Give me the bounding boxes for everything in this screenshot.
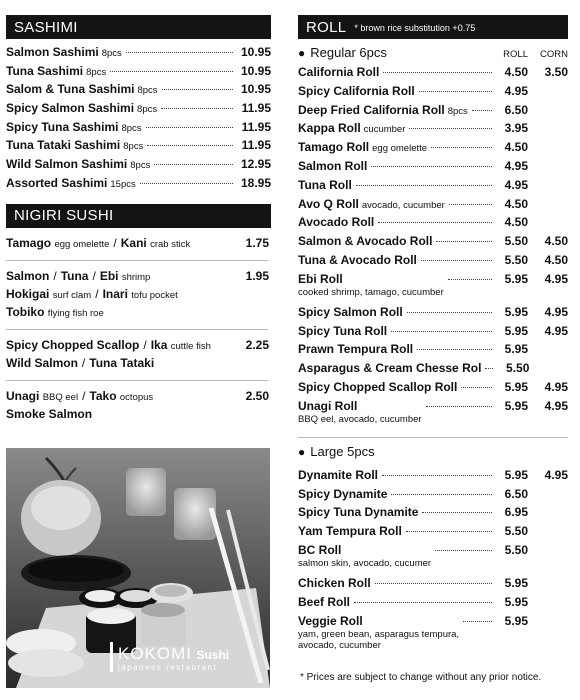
roll-name: Kappa Roll xyxy=(298,121,361,136)
nigiri-name: Tuna Tataki xyxy=(89,355,155,370)
roll-name-wrap xyxy=(298,103,468,117)
item-price: 10.95 xyxy=(240,63,271,78)
roll-name: BC Roll xyxy=(298,542,342,557)
roll-name: Dynamite Roll xyxy=(298,467,379,482)
roll-name: Spicy Salmon Roll xyxy=(298,304,403,319)
roll-desc: salmon skin, avocado, cucumer xyxy=(298,557,432,569)
item-note: 8pcs xyxy=(137,85,158,97)
sashimi-list xyxy=(6,45,271,195)
dot-leader xyxy=(110,71,233,72)
nigiri-group xyxy=(6,269,271,323)
large-subhead xyxy=(298,444,568,464)
nigiri-line xyxy=(6,269,231,287)
item-note: 8pcs xyxy=(137,104,158,116)
roll-price: 4.50 xyxy=(504,140,528,155)
dot-leader xyxy=(417,349,492,350)
separator: / xyxy=(92,268,96,283)
left-column xyxy=(6,0,271,431)
dot-leader xyxy=(461,387,492,388)
dot-leader xyxy=(126,52,233,53)
nigiri-line xyxy=(6,356,231,374)
nigiri-price: 1.75 xyxy=(245,235,269,250)
corn-price: 4.95 xyxy=(544,323,568,338)
dot-leader xyxy=(431,147,492,148)
separator: / xyxy=(81,355,86,370)
nigiri-price: 2.25 xyxy=(245,337,269,352)
roll-divider xyxy=(298,437,568,438)
roll-name: Spicy Tuna Roll xyxy=(298,323,388,338)
dot-leader xyxy=(421,260,492,261)
roll-desc: yam, green bean, asparagus tempura, avocado, cucumber xyxy=(298,628,460,651)
corn-price: 4.95 xyxy=(544,379,568,394)
roll-title: ROLL xyxy=(306,18,347,36)
nigiri-name: Smoke Salmon xyxy=(6,406,93,421)
roll-desc: BBQ eel, avocado, cucumber xyxy=(298,413,422,425)
roll-price: 5.95 xyxy=(504,398,528,413)
roll-name-wrap xyxy=(298,399,422,425)
roll-item xyxy=(298,614,568,660)
nigiri-note: cuttle fish xyxy=(170,340,211,352)
nigiri-line xyxy=(6,407,231,425)
roll-note: 8pcs xyxy=(447,105,468,117)
roll-price: 5.95 xyxy=(504,467,528,482)
roll-name-wrap xyxy=(298,121,405,135)
dot-leader xyxy=(419,91,492,92)
roll-name: Tuna Roll xyxy=(298,177,352,192)
roll-price: 6.95 xyxy=(504,505,528,520)
roll-item xyxy=(298,140,568,159)
dot-leader xyxy=(371,166,492,167)
roll-name: Salmon & Avocado Roll xyxy=(298,234,433,249)
dot-leader xyxy=(356,185,492,186)
nigiri-note: surf clam xyxy=(52,289,92,301)
sashimi-item xyxy=(6,101,271,120)
dot-leader xyxy=(140,183,233,184)
separator: / xyxy=(82,388,86,403)
item-name: Salmon Sashimi xyxy=(6,45,99,59)
sashimi-header xyxy=(6,15,271,39)
item-note: 15pcs xyxy=(110,178,136,190)
roll-item xyxy=(298,253,568,272)
roll-name: Spicy California Roll xyxy=(298,83,415,98)
nigiri-list xyxy=(6,236,271,425)
nigiri-title: NIGIRI SUSHI xyxy=(14,207,114,224)
roll-price: 5.50 xyxy=(504,234,528,249)
roll-price: 5.95 xyxy=(504,594,528,609)
roll-price: 5.95 xyxy=(504,304,528,319)
large-label: Large 5pcs xyxy=(310,443,375,459)
logo-tagline: japanese restaurant xyxy=(118,663,218,672)
item-name: Tuna Sashimi xyxy=(6,63,84,78)
item-price: 11.95 xyxy=(241,101,271,116)
dot-leader xyxy=(409,128,492,129)
nigiri-line xyxy=(6,287,231,305)
dot-leader xyxy=(435,550,492,551)
nigiri-name: Spicy Chopped Scallop xyxy=(6,337,140,352)
corn-price: 4.95 xyxy=(544,304,568,319)
roll-item xyxy=(298,324,568,343)
roll-name-wrap xyxy=(298,324,387,338)
item-name: Spicy Tuna Sashimi xyxy=(6,119,119,134)
dot-leader xyxy=(383,72,492,73)
roll-price: 4.50 xyxy=(504,196,528,211)
roll-item xyxy=(298,159,568,178)
roll-price: 5.50 xyxy=(504,252,528,267)
dot-leader xyxy=(378,222,492,223)
bullet-icon: ● xyxy=(298,444,306,459)
roll-item xyxy=(298,468,568,487)
roll-price: 5.95 xyxy=(504,613,528,628)
item-price: 10.95 xyxy=(240,45,271,59)
roll-name-wrap xyxy=(298,272,444,298)
right-column xyxy=(298,0,568,660)
nigiri-line xyxy=(6,389,231,407)
nigiri-name: Salmon xyxy=(6,268,50,283)
nigiri-line xyxy=(6,305,231,323)
nigiri-name: Hokigai xyxy=(6,286,50,301)
roll-name: Unagi Roll xyxy=(298,398,358,413)
roll-name-wrap xyxy=(298,361,481,375)
roll-name-wrap xyxy=(298,197,445,211)
roll-price: 5.50 xyxy=(504,542,528,557)
roll-item xyxy=(298,399,568,432)
nigiri-note: octopus xyxy=(119,391,154,403)
roll-name: Tuna & Avocado Roll xyxy=(298,252,417,267)
dot-leader xyxy=(354,602,492,603)
corn-price: 3.50 xyxy=(544,65,568,79)
item-name: Wild Salmon Sashimi xyxy=(6,157,128,172)
col-corn-head: CORN xyxy=(540,49,568,60)
dot-leader xyxy=(391,331,492,332)
item-note: 8pcs xyxy=(121,122,142,134)
roll-name: Ebi Roll xyxy=(298,271,343,286)
roll-name-wrap xyxy=(298,524,402,538)
item-name: Salom & Tuna Sashimi xyxy=(6,82,135,97)
roll-name-wrap xyxy=(298,305,403,319)
dot-leader xyxy=(436,241,492,242)
roll-name-wrap xyxy=(298,140,427,154)
dot-leader xyxy=(154,164,233,165)
regular-subhead xyxy=(298,45,568,65)
dot-leader xyxy=(161,108,233,109)
roll-name-wrap xyxy=(298,614,459,651)
roll-item xyxy=(298,361,568,380)
nigiri-price: 2.50 xyxy=(245,388,269,403)
nigiri-name: Wild Salmon xyxy=(6,355,78,370)
roll-item xyxy=(298,305,568,324)
dot-leader xyxy=(448,279,492,280)
separator: / xyxy=(113,235,117,250)
roll-name-wrap xyxy=(298,505,418,519)
item-price: 10.95 xyxy=(240,82,271,97)
roll-name: Chicken Roll xyxy=(298,575,371,590)
dot-leader xyxy=(449,204,492,205)
roll-item xyxy=(298,576,568,595)
roll-name-wrap xyxy=(298,468,378,482)
roll-name-wrap xyxy=(298,342,413,356)
roll-price: 5.95 xyxy=(504,575,528,590)
roll-name-wrap xyxy=(298,215,374,229)
roll-price: 4.95 xyxy=(504,83,528,98)
roll-note: * brown rice substitution +0.75 xyxy=(354,23,476,33)
roll-item xyxy=(298,543,568,576)
item-note: 8pcs xyxy=(86,66,107,78)
dot-leader xyxy=(406,531,492,532)
roll-name: Veggie Roll xyxy=(298,613,363,628)
roll-name-wrap xyxy=(298,380,457,394)
dot-leader xyxy=(407,312,492,313)
roll-name-wrap xyxy=(298,234,432,248)
roll-item xyxy=(298,505,568,524)
roll-price: 5.95 xyxy=(504,342,528,357)
nigiri-header xyxy=(6,204,271,228)
bullet-icon: ● xyxy=(298,46,306,60)
roll-name: Prawn Tempura Roll xyxy=(298,342,414,357)
roll-name-wrap xyxy=(298,576,371,590)
nigiri-name: Tako xyxy=(89,388,117,403)
item-note: 8pcs xyxy=(101,48,122,59)
col-roll-head: ROLL xyxy=(503,49,528,60)
nigiri-name: Ika xyxy=(150,337,168,352)
roll-item xyxy=(298,595,568,614)
roll-item xyxy=(298,197,568,216)
roll-item xyxy=(298,342,568,361)
item-price: 11.95 xyxy=(241,119,271,134)
roll-name-wrap xyxy=(298,253,417,267)
nigiri-note: tofu pocket xyxy=(131,289,178,301)
roll-item xyxy=(298,215,568,234)
roll-desc: cooked shrimp, tamago, cucumber xyxy=(298,286,444,298)
item-note: 8pcs xyxy=(123,141,144,153)
nigiri-name: Kani xyxy=(120,235,147,250)
sashimi-item xyxy=(6,64,271,83)
nigiri-price: 1.95 xyxy=(245,268,269,283)
item-price: 18.95 xyxy=(240,175,271,190)
separator: / xyxy=(143,337,147,352)
item-name: Assorted Sashimi xyxy=(6,175,108,190)
dot-leader xyxy=(146,127,233,128)
dot-leader xyxy=(472,110,492,111)
nigiri-group xyxy=(6,389,271,425)
roll-name: Avo Q Roll xyxy=(298,196,359,211)
corn-price: 4.95 xyxy=(544,271,568,286)
group-divider xyxy=(6,260,268,261)
roll-price: 4.95 xyxy=(504,158,528,173)
dot-leader xyxy=(147,145,233,146)
roll-price: 4.50 xyxy=(504,215,528,230)
dot-leader xyxy=(391,494,492,495)
corn-price: 4.95 xyxy=(544,467,568,482)
roll-item xyxy=(298,65,568,84)
nigiri-name: Unagi xyxy=(6,388,40,403)
roll-name-wrap xyxy=(298,159,367,173)
roll-price: 5.95 xyxy=(504,379,528,394)
price-footnote: * Prices are subject to change without any prior notice. xyxy=(300,672,542,683)
roll-price: 3.95 xyxy=(504,121,528,136)
roll-price: 4.95 xyxy=(504,177,528,192)
roll-price: 5.50 xyxy=(506,361,530,376)
roll-price: 5.95 xyxy=(504,323,528,338)
roll-name: Tamago Roll xyxy=(298,140,370,155)
separator: / xyxy=(95,286,99,301)
nigiri-note: crab stick xyxy=(150,238,191,250)
sashimi-item xyxy=(6,82,271,101)
roll-item xyxy=(298,487,568,506)
dot-leader xyxy=(382,475,492,476)
sashimi-item xyxy=(6,176,271,195)
sashimi-item xyxy=(6,157,271,176)
regular-roll-list xyxy=(298,65,568,432)
dot-leader xyxy=(375,583,492,584)
roll-name-wrap xyxy=(298,487,387,501)
roll-price: 6.50 xyxy=(504,102,528,117)
dot-leader xyxy=(463,621,492,622)
nigiri-line xyxy=(6,338,231,356)
roll-item xyxy=(298,121,568,140)
logo xyxy=(118,644,229,672)
dot-leader xyxy=(162,89,233,90)
roll-name: Avocado Roll xyxy=(298,215,375,230)
logo-text: KOKOMI xyxy=(118,644,193,663)
sashimi-item xyxy=(6,138,271,157)
nigiri-group xyxy=(6,338,271,374)
sushi-photo xyxy=(6,448,270,688)
nigiri-note: egg omelette xyxy=(54,238,110,250)
roll-item xyxy=(298,178,568,197)
roll-name: Asparagus & Cream Chesse Rol xyxy=(298,361,482,376)
roll-note: avocado, cucumber xyxy=(361,199,445,211)
nigiri-name: Tuna xyxy=(60,268,89,283)
roll-name-wrap xyxy=(298,595,350,609)
nigiri-group xyxy=(6,236,271,254)
dot-leader xyxy=(485,368,493,369)
roll-name-wrap xyxy=(298,543,431,569)
nigiri-name: Ebi xyxy=(99,268,119,283)
nigiri-name: Tobiko xyxy=(6,304,45,319)
roll-price: 4.50 xyxy=(504,65,528,79)
large-roll-list xyxy=(298,468,568,660)
roll-item xyxy=(298,524,568,543)
roll-price: 5.50 xyxy=(504,524,528,539)
group-divider xyxy=(6,380,268,381)
dot-leader xyxy=(426,406,492,407)
roll-name: Spicy Tuna Dynamite xyxy=(298,505,419,520)
roll-item xyxy=(298,103,568,122)
roll-name-wrap xyxy=(298,84,415,98)
regular-label: Regular 6pcs xyxy=(310,45,387,60)
item-note: 8pcs xyxy=(130,160,151,172)
item-name: Tuna Tataki Sashimi xyxy=(6,138,121,153)
separator: / xyxy=(53,268,57,283)
nigiri-name: Tamago xyxy=(6,235,52,250)
nigiri-note: flying fish roe xyxy=(47,307,104,319)
dot-leader xyxy=(422,512,492,513)
roll-item xyxy=(298,272,568,305)
logo-sub: Sushi xyxy=(196,648,230,662)
roll-header xyxy=(298,15,568,39)
corn-price: 4.50 xyxy=(544,234,568,249)
roll-name: California Roll xyxy=(298,65,380,79)
sashimi-item xyxy=(6,45,271,64)
roll-name: Spicy Chopped Scallop Roll xyxy=(298,379,458,394)
roll-name-wrap xyxy=(298,65,379,79)
item-price: 11.95 xyxy=(241,138,271,153)
roll-name: Deep Fried California Roll xyxy=(298,102,445,117)
roll-item xyxy=(298,380,568,399)
roll-name: Spicy Dynamite xyxy=(298,486,388,501)
nigiri-name: Inari xyxy=(102,286,128,301)
sashimi-title: SASHIMI xyxy=(14,18,78,36)
roll-name-wrap xyxy=(298,178,352,192)
roll-price: 5.95 xyxy=(504,271,528,286)
roll-name: Beef Roll xyxy=(298,594,351,609)
corn-price: 4.50 xyxy=(544,252,568,267)
nigiri-line xyxy=(6,236,231,254)
nigiri-note: shrimp xyxy=(121,271,151,283)
nigiri-note: BBQ eel xyxy=(42,391,79,403)
item-price: 12.95 xyxy=(240,157,271,172)
roll-item xyxy=(298,234,568,253)
roll-name: Salmon Roll xyxy=(298,158,368,173)
roll-note: cucumber xyxy=(363,124,406,136)
sashimi-item xyxy=(6,120,271,139)
roll-name: Yam Tempura Roll xyxy=(298,524,402,539)
roll-price: 6.50 xyxy=(504,486,528,501)
roll-item xyxy=(298,84,568,103)
corn-price: 4.95 xyxy=(544,398,568,413)
item-name: Spicy Salmon Sashimi xyxy=(6,101,135,116)
group-divider xyxy=(6,329,268,330)
roll-note: egg omelette xyxy=(372,143,428,155)
